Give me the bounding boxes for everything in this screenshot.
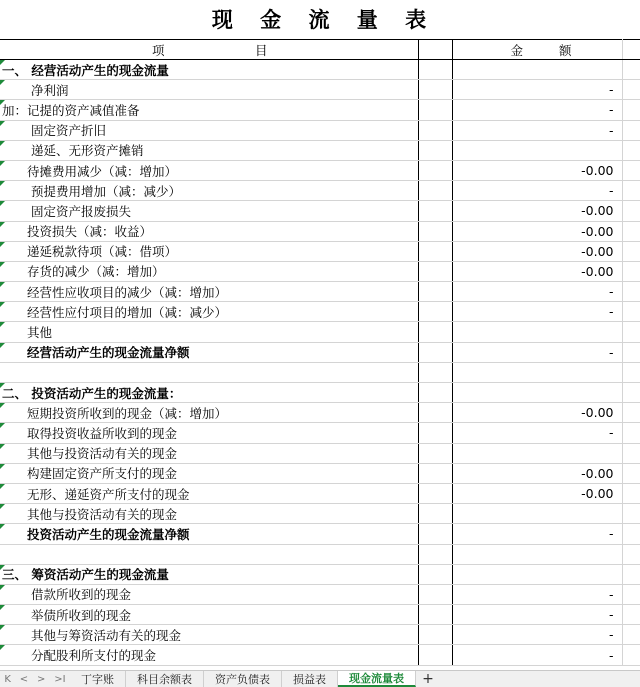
table-row xyxy=(0,564,640,584)
blank-cell[interactable] xyxy=(418,140,452,160)
amount-cell[interactable]: -0.00 xyxy=(452,160,622,180)
row-label: 取得投资收益所收到的现金 xyxy=(27,425,178,441)
table-row xyxy=(0,625,640,645)
blank-cell[interactable] xyxy=(418,80,452,100)
item-cell[interactable] xyxy=(0,524,418,544)
amount-cell[interactable]: - xyxy=(452,645,622,665)
prev-sheet-button[interactable]: < xyxy=(19,673,29,685)
tab-income-statement[interactable]: 损益表 xyxy=(282,671,338,687)
row-label: 加：记提的资产减值准备 xyxy=(2,102,140,118)
item-cell[interactable] xyxy=(0,100,418,120)
row-label: 分配股利所支付的现金 xyxy=(31,648,157,664)
amount-cell[interactable]: - xyxy=(452,282,622,302)
blank-cell[interactable] xyxy=(418,403,452,423)
item-cell[interactable] xyxy=(0,564,418,584)
item-cell[interactable] xyxy=(0,463,418,483)
row-label: 构建固定资产所支付的现金 xyxy=(27,466,178,482)
extra-cell[interactable] xyxy=(622,443,640,463)
table-row xyxy=(0,463,640,483)
blank-cell[interactable] xyxy=(418,423,452,443)
blank-cell[interactable] xyxy=(418,645,452,665)
tab-balance-sheet[interactable]: 资产负债表 xyxy=(204,671,282,687)
table-row xyxy=(0,60,640,80)
extra-cell[interactable] xyxy=(622,504,640,524)
blank-cell[interactable] xyxy=(418,443,452,463)
item-cell[interactable] xyxy=(0,241,418,261)
header-amount-cell[interactable] xyxy=(452,40,622,60)
item-cell[interactable] xyxy=(0,201,418,221)
extra-cell[interactable] xyxy=(622,362,640,382)
item-cell[interactable] xyxy=(0,443,418,463)
sheet-title: 现 金 流 量 表 xyxy=(211,7,437,32)
extra-cell[interactable] xyxy=(622,261,640,281)
table-row xyxy=(0,383,640,403)
table-row xyxy=(0,362,640,382)
sheet-tab-bar xyxy=(0,670,640,687)
extra-cell[interactable] xyxy=(622,463,640,483)
table-row xyxy=(0,403,640,423)
last-sheet-button[interactable]: >I xyxy=(54,673,66,685)
item-cell[interactable] xyxy=(0,342,418,362)
item-cell[interactable] xyxy=(0,221,418,241)
table-row xyxy=(0,140,640,160)
item-cell[interactable] xyxy=(0,60,418,80)
cash-flow-table xyxy=(0,39,640,666)
header-amount-label-b: 额 xyxy=(558,42,572,58)
extra-cell[interactable] xyxy=(622,80,640,100)
item-cell[interactable] xyxy=(0,282,418,302)
extra-cell[interactable] xyxy=(622,342,640,362)
item-cell[interactable] xyxy=(0,261,418,281)
extra-cell[interactable] xyxy=(622,302,640,322)
row-label: 递延税款待项（减：借项） xyxy=(27,244,178,260)
table-row xyxy=(0,342,640,362)
row-label: 短期投资所收到的现金（减：增加） xyxy=(27,405,228,421)
item-cell[interactable] xyxy=(0,544,418,564)
tab-t-account[interactable]: 丁字账 xyxy=(70,671,126,687)
amount-cell[interactable] xyxy=(452,383,622,403)
blank-cell[interactable] xyxy=(418,120,452,140)
table-row xyxy=(0,483,640,503)
blank-cell[interactable] xyxy=(418,221,452,241)
row-label: 无形、递延资产所支付的现金 xyxy=(27,486,190,502)
table-row xyxy=(0,241,640,261)
table-row xyxy=(0,160,640,180)
table-row xyxy=(0,120,640,140)
row-label: 经营活动产生的现金流量净额 xyxy=(27,345,190,361)
extra-cell[interactable] xyxy=(622,282,640,302)
item-cell[interactable] xyxy=(0,504,418,524)
item-cell[interactable] xyxy=(0,80,418,100)
amount-cell[interactable]: - xyxy=(452,584,622,604)
extra-cell[interactable] xyxy=(622,584,640,604)
item-cell[interactable] xyxy=(0,120,418,140)
extra-cell[interactable] xyxy=(622,645,640,665)
blank-cell[interactable] xyxy=(418,160,452,180)
extra-cell[interactable] xyxy=(622,524,640,544)
item-cell[interactable] xyxy=(0,423,418,443)
extra-cell[interactable] xyxy=(622,605,640,625)
table-row xyxy=(0,584,640,604)
item-cell[interactable] xyxy=(0,605,418,625)
table-row xyxy=(0,181,640,201)
header-amount-label-a: 金 xyxy=(510,42,524,58)
row-label: 经营性应付项目的增加（减：减少） xyxy=(27,304,228,320)
amount-cell[interactable] xyxy=(452,140,622,160)
item-cell[interactable] xyxy=(0,403,418,423)
item-cell[interactable] xyxy=(0,383,418,403)
extra-cell[interactable] xyxy=(622,544,640,564)
table-row xyxy=(0,443,640,463)
extra-cell[interactable] xyxy=(622,120,640,140)
blank-cell[interactable] xyxy=(418,463,452,483)
table-row xyxy=(0,605,640,625)
row-label: 预提费用增加（减：减少） xyxy=(31,183,182,199)
item-cell[interactable] xyxy=(0,483,418,503)
row-label xyxy=(0,547,27,562)
table-row xyxy=(0,100,640,120)
blank-cell[interactable] xyxy=(418,181,452,201)
extra-cell[interactable] xyxy=(622,201,640,221)
table-row xyxy=(0,221,640,241)
amount-cell[interactable]: - xyxy=(452,524,622,544)
amount-cell[interactable]: -0.00 xyxy=(452,463,622,483)
amount-cell[interactable] xyxy=(452,60,622,80)
tab-cash-flow[interactable]: 现金流量表 xyxy=(338,671,416,687)
row-label: 其他与筹资活动有关的现金 xyxy=(31,627,182,643)
item-cell[interactable] xyxy=(0,645,418,665)
table-row xyxy=(0,322,640,342)
amount-cell[interactable]: -0.00 xyxy=(452,403,622,423)
amount-cell[interactable] xyxy=(452,504,622,524)
table-row xyxy=(0,282,640,302)
blank-cell[interactable] xyxy=(418,625,452,645)
item-cell[interactable] xyxy=(0,625,418,645)
row-label: 存货的减少（减：增加） xyxy=(27,264,165,280)
row-label: 固定资产折旧 xyxy=(31,123,107,139)
row-label: 固定资产报废损失 xyxy=(31,203,132,219)
amount-cell[interactable]: - xyxy=(452,80,622,100)
header-item-cell[interactable] xyxy=(0,40,418,60)
amount-cell[interactable] xyxy=(452,544,622,564)
amount-cell[interactable]: - xyxy=(452,100,622,120)
table-row xyxy=(0,302,640,322)
row-label: 其他与投资活动有关的现金 xyxy=(27,446,178,462)
blank-cell[interactable] xyxy=(418,584,452,604)
extra-cell[interactable] xyxy=(622,322,640,342)
blank-cell[interactable] xyxy=(418,504,452,524)
blank-cell[interactable] xyxy=(418,544,452,564)
extra-cell[interactable] xyxy=(622,100,640,120)
blank-cell[interactable] xyxy=(418,282,452,302)
item-cell[interactable] xyxy=(0,584,418,604)
amount-cell[interactable]: -0.00 xyxy=(452,241,622,261)
tab-account-balance[interactable]: 科目余额表 xyxy=(126,671,204,687)
item-cell[interactable] xyxy=(0,181,418,201)
amount-cell[interactable]: - xyxy=(452,625,622,645)
next-sheet-button[interactable]: > xyxy=(37,673,46,685)
amount-cell[interactable]: - xyxy=(452,120,622,140)
amount-cell[interactable]: -0.00 xyxy=(452,261,622,281)
item-cell[interactable] xyxy=(0,160,418,180)
blank-cell[interactable] xyxy=(418,60,452,80)
table-row xyxy=(0,201,640,221)
blank-cell[interactable] xyxy=(418,322,452,342)
row-label: 三、 筹资活动产生的现金流量 xyxy=(2,567,169,583)
blank-cell[interactable] xyxy=(418,201,452,221)
table-row xyxy=(0,544,640,564)
extra-cell[interactable] xyxy=(622,625,640,645)
amount-cell[interactable]: - xyxy=(452,302,622,322)
add-sheet-button[interactable]: + xyxy=(422,671,434,687)
row-label: 举债所收到的现金 xyxy=(31,607,132,623)
extra-cell[interactable] xyxy=(622,564,640,584)
extra-cell[interactable] xyxy=(622,403,640,423)
blank-cell[interactable] xyxy=(418,605,452,625)
extra-cell[interactable] xyxy=(622,383,640,403)
row-label xyxy=(0,365,27,380)
table-row xyxy=(0,261,640,281)
row-label: 待摊费用减少（减：增加） xyxy=(27,163,178,179)
amount-cell[interactable]: - xyxy=(452,181,622,201)
row-label: 递延、无形资产摊销 xyxy=(31,143,144,159)
header-item-label-b: 目 xyxy=(254,42,268,58)
amount-cell[interactable] xyxy=(452,443,622,463)
blank-cell[interactable] xyxy=(418,483,452,503)
blank-cell[interactable] xyxy=(418,241,452,261)
amount-cell[interactable]: -0.00 xyxy=(452,221,622,241)
amount-cell[interactable] xyxy=(452,564,622,584)
amount-cell[interactable]: - xyxy=(452,423,622,443)
extra-cell[interactable] xyxy=(622,221,640,241)
blank-cell[interactable] xyxy=(418,383,452,403)
row-label: 投资损失（减：收益） xyxy=(27,224,153,240)
row-label: 经营性应收项目的减少（减：增加） xyxy=(27,284,228,300)
header-extra-cell[interactable] xyxy=(622,40,640,60)
blank-cell[interactable] xyxy=(418,342,452,362)
extra-cell[interactable] xyxy=(622,181,640,201)
extra-cell[interactable] xyxy=(622,241,640,261)
table-row xyxy=(0,524,640,544)
row-label: 其他 xyxy=(27,325,53,341)
extra-cell[interactable] xyxy=(622,140,640,160)
blank-cell[interactable] xyxy=(418,524,452,544)
row-label: 借款所收到的现金 xyxy=(31,587,132,603)
row-label: 其他与投资活动有关的现金 xyxy=(27,506,178,522)
amount-cell[interactable] xyxy=(452,322,622,342)
amount-cell[interactable]: -0.00 xyxy=(452,483,622,503)
header-blank-cell[interactable] xyxy=(418,40,452,60)
item-cell[interactable] xyxy=(0,302,418,322)
blank-cell[interactable] xyxy=(418,302,452,322)
row-label: 二、 投资活动产生的现金流量： xyxy=(2,385,182,401)
blank-cell[interactable] xyxy=(418,564,452,584)
blank-cell[interactable] xyxy=(418,362,452,382)
tab-nav xyxy=(0,671,70,687)
extra-cell[interactable] xyxy=(622,160,640,180)
row-label: 投资活动产生的现金流量净额 xyxy=(27,526,190,542)
extra-cell[interactable] xyxy=(622,423,640,443)
row-label: 净利润 xyxy=(31,82,69,98)
amount-cell[interactable]: - xyxy=(452,342,622,362)
item-cell[interactable] xyxy=(0,322,418,342)
table-row xyxy=(0,645,640,665)
header-row xyxy=(0,40,640,60)
table-row xyxy=(0,504,640,524)
first-sheet-button[interactable]: K xyxy=(4,673,11,685)
row-label: 一、 经营活动产生的现金流量 xyxy=(2,62,169,78)
blank-cell[interactable] xyxy=(418,261,452,281)
item-cell[interactable] xyxy=(0,362,418,382)
extra-cell[interactable] xyxy=(622,60,640,80)
amount-cell[interactable]: - xyxy=(452,605,622,625)
header-item-label-a: 项 xyxy=(152,42,165,58)
amount-cell[interactable]: -0.00 xyxy=(452,201,622,221)
blank-cell[interactable] xyxy=(418,100,452,120)
table-row xyxy=(0,423,640,443)
table-row xyxy=(0,80,640,100)
item-cell[interactable] xyxy=(0,140,418,160)
amount-cell[interactable] xyxy=(452,362,622,382)
extra-cell[interactable] xyxy=(622,483,640,503)
